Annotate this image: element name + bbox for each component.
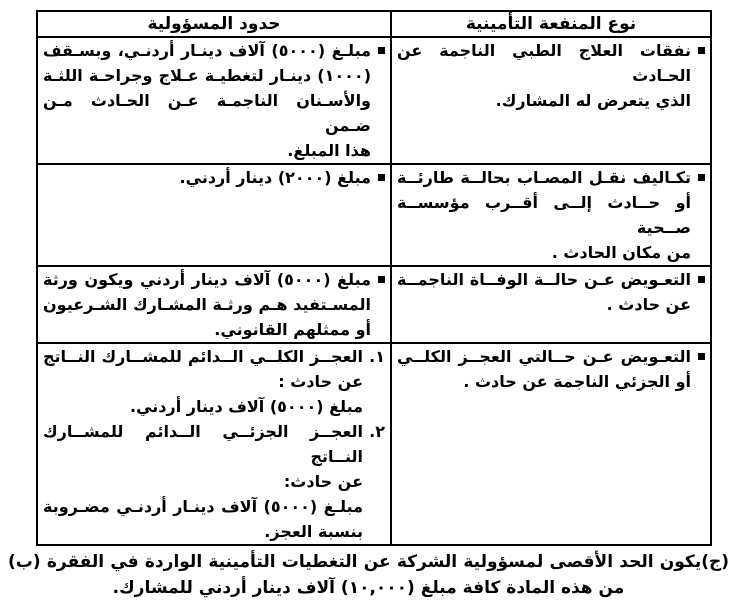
numbered-item-total-disability (43, 344, 385, 419)
benefit-text-transport (397, 165, 691, 265)
cell-benefit-medical (391, 37, 711, 164)
benefit-text-death (397, 267, 691, 317)
benefit-text-disability (397, 344, 691, 394)
footnote-paragraph-c (0, 546, 737, 601)
bullet-item (397, 267, 705, 317)
text-line: (١٠٠٠) دينـار لتغطيـة عـلاج وجراحـة اللثـة (43, 66, 371, 85)
text-line: المسـتفيد هـم ورثـة المشـارك الشـرعيون (43, 295, 371, 314)
cell-limits-medical (37, 37, 391, 164)
item-text-total-disability (43, 344, 363, 419)
insurance-benefits-table (36, 10, 712, 546)
text-line: العجــز الجزئــي الــدائم للمشــارك النــاتج (43, 422, 363, 466)
benefit-text-medical (397, 38, 691, 113)
square-bullet-icon (698, 47, 705, 54)
item-number: ١. (369, 347, 385, 366)
square-bullet-icon (378, 174, 385, 181)
text-line: من هذه المادة كافة مبلغ (١٠,٠٠٠) آلاف دينار أردني للمشارك. (112, 578, 625, 598)
text-line: أو حــادث إلــى أقــرب مؤسســة صــحية (397, 193, 691, 237)
limits-text-death (43, 267, 371, 342)
square-bullet-icon (378, 276, 385, 283)
bullet-item (43, 267, 385, 342)
cell-limits-death (37, 266, 391, 343)
table-header-benefit-type: نوع المنفعة التأمينية (391, 11, 711, 37)
table-row-medical-expenses (37, 37, 711, 164)
bullet-item (43, 38, 385, 163)
cell-limits-transport (37, 164, 391, 266)
limits-text-transport (43, 165, 371, 190)
numbered-item-partial-disability (43, 419, 385, 544)
table-row-transport-costs (37, 164, 711, 266)
square-bullet-icon (698, 276, 705, 283)
text-line: عن حادث . (606, 295, 691, 314)
bullet-item (397, 165, 705, 265)
table-header-row (37, 11, 711, 37)
text-line: (ج)يكون الحد الأقصى لمسؤولية الشركة عن التغطيات التأمينية الواردة في الفقرة (ب) (8, 552, 729, 572)
text-line: مبلـغ (٥٠٠٠) آلاف دينـار أردنـي مضـروبة (43, 497, 363, 516)
table-row-death-compensation (37, 266, 711, 343)
cell-benefit-transport (391, 164, 711, 266)
text-line: هذا المبلغ. (287, 141, 371, 160)
table-row-disability-compensation (37, 343, 711, 545)
text-line: أو الجزئي الناجمة عن حادث . (463, 372, 691, 391)
cell-benefit-disability (391, 343, 711, 545)
limits-text-medical (43, 38, 371, 163)
text-line: والأسـنان الناجمـة عـن الحـادث مـن ضـمن (43, 91, 371, 135)
item-text-partial-disability (43, 419, 363, 544)
text-line: التعـويض عـن حــالتي العجــز الكلــي (397, 347, 691, 366)
cell-limits-disability (37, 343, 391, 545)
text-line: الذي يتعرض له المشارك. (495, 91, 691, 110)
bullet-item (43, 165, 385, 190)
square-bullet-icon (378, 47, 385, 54)
text-line: العجــز الكلــي الــدائم للمشــارك النــاتج (43, 347, 363, 366)
square-bullet-icon (698, 353, 705, 360)
text-line: مبلغ (٢٠٠٠) دينار أردني. (179, 168, 371, 187)
text-line: عن حادث: (283, 472, 363, 491)
text-line: أو ممثلهم القانوني. (214, 320, 371, 339)
bullet-item (397, 38, 705, 113)
text-line: من مكان الحادث . (551, 243, 691, 262)
cell-benefit-death (391, 266, 711, 343)
table-header-liability-limits: حدود المسؤولية (37, 11, 391, 37)
text-line: مبلـغ (٥٠٠٠) آلاف دينـار أردنـي، وبسـقف (43, 41, 372, 60)
text-line: عن حادث : (278, 372, 363, 391)
text-line: مبلغ (٥٠٠٠) آلاف دينار أردني ويكون ورثة (43, 270, 372, 289)
text-line: مبلغ (٥٠٠٠) آلاف دينار أردني. (130, 397, 363, 416)
text-line: تكـاليف نقـل المصـاب بحالــة طارئــة (397, 168, 691, 187)
square-bullet-icon (698, 174, 705, 181)
bullet-item (397, 344, 705, 394)
text-line: بنسبة العجز. (264, 522, 363, 541)
text-line: نفقات العلاج الطبي الناجمة عن الحـادث (397, 41, 691, 85)
text-line: التعـويض عـن حالــة الوفــاة الناجمــة (397, 270, 691, 289)
item-number: ٢. (369, 422, 385, 441)
